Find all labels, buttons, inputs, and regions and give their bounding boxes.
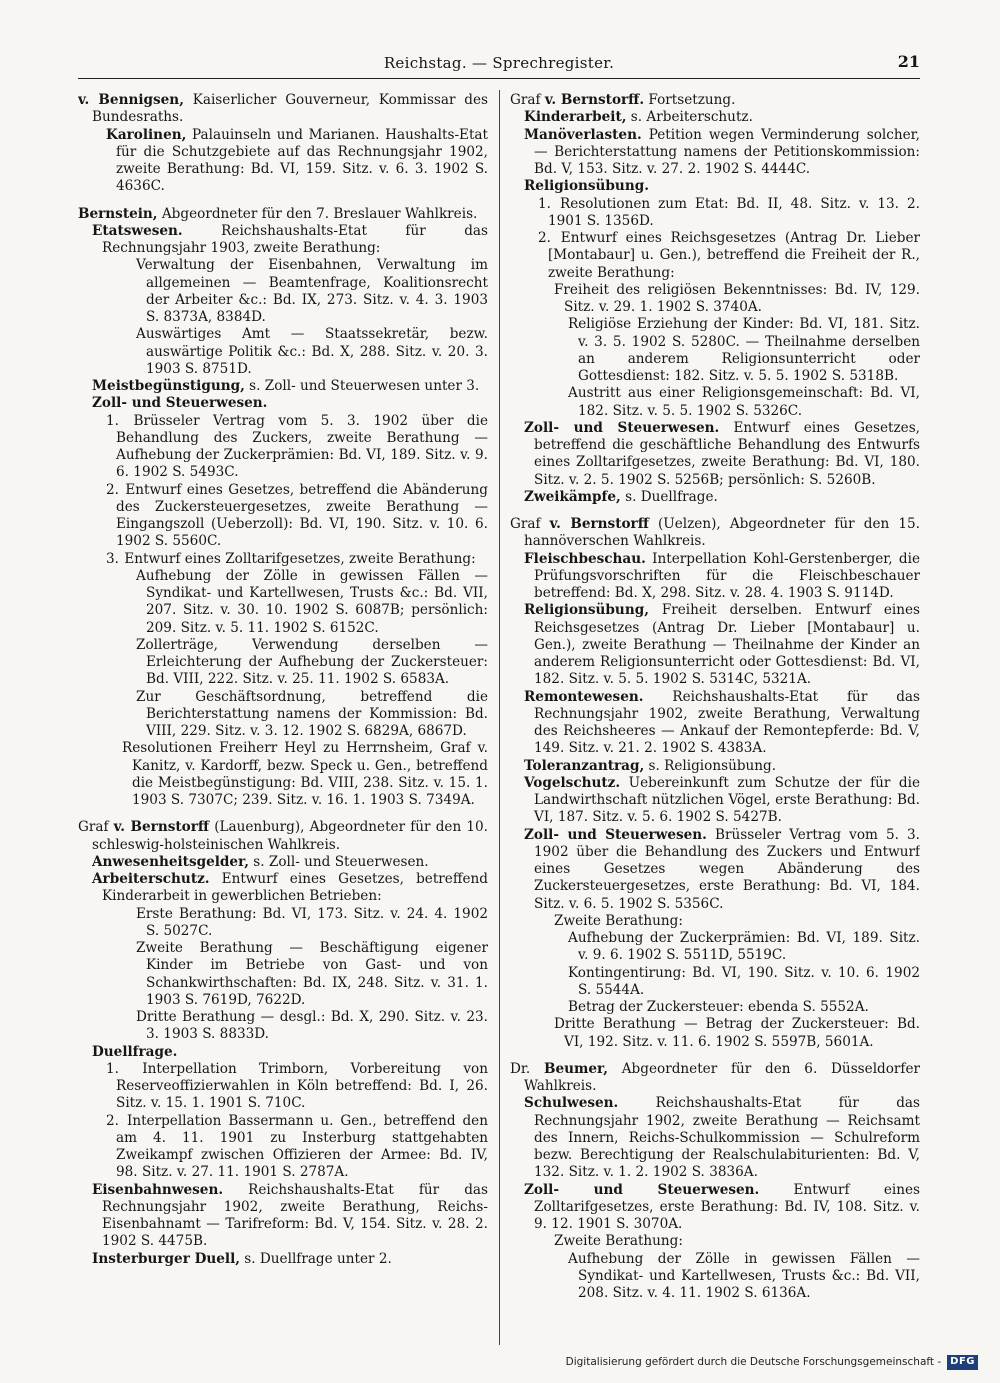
right-index-line: Zweite Berathung: xyxy=(554,1233,683,1250)
left-index-line: Karolinen, Palauinseln und Marianen. Haushalts-Etat für die Schutzgebiete auf das Rechnungsjahr 1902, zweite Berathung: Bd. VI, 159. Sitz. v. 6. 3. 1902 S. 4636C. xyxy=(106,126,488,195)
right-index-line: Zoll- und Steuerwesen. Entwurf eines Zolltarifgesetzes, erste Berathung: Bd. IV, 108. Sitz. v. 9. 12. 1901 S. 3070A. xyxy=(524,1181,920,1232)
page-number: 21 xyxy=(897,52,920,71)
right-index-line: Zoll- und Steuerwesen. Brüsseler Vertrag vom 5. 3. 1902 über die Behandlung des Zuckers und Entwurf eines Gesetzes wegen Abänderung des Zuckersteuergesetzes, erste Berathung: Bd. VI, 184. Sitz. v. 6. 5. 1902 S. 5356C. xyxy=(524,826,920,912)
right-index-line: Zweikämpfe, s. Duellfrage. xyxy=(524,488,718,505)
right-index-line: Schulwesen. Reichshaushalts-Etat für das Rechnungsjahr 1902, zweite Berathung — Reichsamt des Innern, Reichs-Schulkommission — Schulreform bezw. Berechtigung der Realschulabiturienten: Bd. V, 132. Sitz. v. 1. 2. 1902 S. 3836A. xyxy=(524,1095,920,1181)
right-index-line: Freiheit des religiösen Bekenntnisses: Bd. IV, 129. Sitz. v. 29. 1. 1902 S. 3740A. xyxy=(554,281,920,315)
right-index-line: Manöverlasten. Petition wegen Verminderung solcher, — Berichterstattung namens der Petitionskommission: Bd. V, 153. Sitz. v. 27. 2. 1902 S. 4444C. xyxy=(524,126,920,177)
right-index-line: Religionsübung. xyxy=(524,178,649,195)
left-index-line: v. Bennigsen, Kaiserlicher Gouverneur, Kommissar des Bundesraths. xyxy=(78,92,488,126)
left-index-line: Auswärtiges Amt — Staatssekretär, bezw. auswärtige Politik &c.: Bd. X, 288. Sitz. v. 20. 3. 1903 S. 8751D. xyxy=(136,326,488,377)
right-index-line: Fleischbeschau. Interpellation Kohl-Gerstenberger, die Prüfungsvorschriften für die Fleischbeschauer betreffend: Bd. X, 298. Sitz. v. 28. 4. 1903 S. 9114D. xyxy=(524,550,920,601)
page-header xyxy=(78,52,920,79)
right-column xyxy=(510,92,920,1347)
left-index-line: 2. Entwurf eines Gesetzes, betreffend die Abänderung des Zuckersteuergesetzes, zweite Berathung — Eingangszoll (Ueberzoll): Bd. VI, 190. Sitz. v. 10. 6. 1902 S. 5560C. xyxy=(106,481,488,550)
right-index-line: Zweite Berathung: xyxy=(554,912,683,929)
left-index-line: Zur Geschäftsordnung, betreffend die Berichterstattung namens der Kommission: Bd. VIII, 229. Sitz. v. 3. 12. 1902 S. 6829A, 6867D. xyxy=(136,688,488,739)
left-index-line: Etatswesen. Reichshaushalts-Etat für das Rechnungsjahr 1903, zweite Berathung: xyxy=(92,222,488,256)
left-index-line: Zoll- und Steuerwesen. xyxy=(92,395,268,412)
left-index-line: Duellfrage. xyxy=(92,1043,178,1060)
left-index-line: 2. Interpellation Bassermann u. Gen., betreffend den am 4. 11. 1901 zu Insterburg stattgehabten Zweikampf zwischen Offizieren der Armee: Bd. IV, 98. Sitz. v. 27. 11. 1901 S. 2787A. xyxy=(106,1112,488,1181)
right-index-line: Aufhebung der Zölle in gewissen Fällen — Syndikat- und Kartellwesen, Trusts &c.: Bd. VII, 208. Sitz. v. 4. 11. 1902 S. 6136A. xyxy=(568,1250,920,1301)
running-title: Reichstag. — Sprechregister. xyxy=(383,54,615,72)
left-index-line: Erste Berathung: Bd. VI, 173. Sitz. v. 24. 4. 1902 S. 5027C. xyxy=(136,905,488,939)
right-index-line: Zoll- und Steuerwesen. Entwurf eines Gesetzes, betreffend die geschäftliche Behandlung des Entwurfs eines Zolltarifgesetzes, zweite Berathung: Bd. VI, 180. Sitz. v. 2. 5. 1902 S. 5256B; persönlich: S. 5260B. xyxy=(524,419,920,488)
right-index-line: Betrag der Zuckersteuer: ebenda S. 5552A. xyxy=(568,999,869,1015)
right-index-line: 2. Entwurf eines Reichsgesetzes (Antrag Dr. Lieber [Montabaur] u. Gen.), betreffend die Freiheit der R., zweite Berathung: xyxy=(538,230,920,281)
right-index-line: Kinderarbeit, s. Arbeiterschutz. xyxy=(524,109,753,126)
right-index-line: 1. Resolutionen zum Etat: Bd. II, 48. Sitz. v. 13. 2. 1901 S. 1356D. xyxy=(538,195,920,229)
dfg-logo: DFG xyxy=(947,1355,978,1370)
right-index-line: Vogelschutz. Uebereinkunft zum Schutze der für die Landwirthschaft nützlichen Vögel, erste Berathung: Bd. VI, 187. Sitz. v. 5. 6. 1902 S. 5427B. xyxy=(524,774,920,826)
left-index-line: 1. Brüsseler Vertrag vom 5. 3. 1902 über die Behandlung des Zuckers, zweite Berathung — Aufhebung der Zuckerprämien: Bd. VI, 189. Sitz. v. 9. 6. 1902 S. 5493C. xyxy=(106,412,488,481)
left-index-line: Dritte Berathung — desgl.: Bd. X, 290. Sitz. v. 23. 3. 1903 S. 8833D. xyxy=(136,1009,488,1043)
right-index-line: Dr. Beumer, Abgeordneter für den 6. Düsseldorfer Wahlkreis. xyxy=(510,1060,920,1094)
left-index-line: Eisenbahnwesen. Reichshaushalts-Etat für das Rechnungsjahr 1902, zweite Berathung, Reichs-Eisenbahnamt — Tarifreform: Bd. V, 154. Sitz. v. 28. 2. 1902 S. 4475B. xyxy=(92,1181,488,1250)
left-index-line: Bernstein, Abgeordneter für den 7. Breslauer Wahlkreis. xyxy=(78,205,478,222)
right-index-line: Religionsübung, Freiheit derselben. Entwurf eines Reichsgesetzes (Antrag Dr. Lieber [Montabaur] u. Gen.), zweite Berathung — Theilnahme der Kinder an anderem Religionsunterricht oder Gottesdienst: Bd. VI, 182. Sitz. v. 5. 5. 1902 S. 5314C, 5321A. xyxy=(524,602,920,688)
left-index-line: 1. Interpellation Trimborn, Vorbereitung von Reserveoffizierwahlen in Köln betreffend: Bd. I, 26. Sitz. v. 15. 1. 1901 S. 710C. xyxy=(106,1060,488,1112)
left-index-line: Meistbegünstigung, s. Zoll- und Steuerwesen unter 3. xyxy=(92,378,480,394)
left-index-line: Arbeiterschutz. Entwurf eines Gesetzes, betreffend Kinderarbeit in gewerblichen Betrieben: xyxy=(92,871,488,905)
left-index-line: Verwaltung der Eisenbahnen, Verwaltung im allgemeinen — Beamtenfrage, Koalitionsrecht der Arbeiter &c.: Bd. IX, 273. Sitz. v. 4. 3. 1903 S. 8373A, 8384D. xyxy=(136,257,488,325)
left-index-line: Aufhebung der Zölle in gewissen Fällen — Syndikat- und Kartellwesen, Trusts &c.: Bd. VII, 207. Sitz. v. 30. 10. 1902 S. 6087B; persönlich: 209. Sitz. v. 5. 11. 1902 S. 6152C. xyxy=(136,567,488,636)
right-index-line: Aufhebung der Zuckerprämien: Bd. VI, 189. Sitz. v. 9. 6. 1902 S. 5511D, 5519C. xyxy=(568,930,920,964)
right-index-line: Austritt aus einer Religionsgemeinschaft: Bd. VI, 182. Sitz. v. 5. 5. 1902 S. 5326C. xyxy=(568,385,920,419)
right-index-line: Dritte Berathung — Betrag der Zuckersteuer: Bd. VI, 192. Sitz. v. 11. 6. 1902 S. 5597B, 5601A. xyxy=(554,1016,920,1050)
right-index-line: Remontewesen. Reichshaushalts-Etat für das Rechnungsjahr 1902, zweite Berathung, Verwaltung des Reichsheeres — Ankauf der Remontepferde: Bd. V, 149. Sitz. v. 21. 2. 1902 S. 4383A. xyxy=(524,688,920,757)
left-index-line: Resolutionen Freiherr Heyl zu Herrnsheim, Graf v. Kanitz, v. Kardorff, bezw. Speck u. Gen., betreffend die Meistbegünstigung: Bd. VIII, 238. Sitz. v. 15. 1. 1903 S. 7307C; 239. Sitz. v. 16. 1. 1903 S. 7349A. xyxy=(122,740,488,808)
left-index-line: Zweite Berathung — Beschäftigung eigener Kinder im Betriebe von Gast- und von Schankwirthschaften: Bd. IX, 248. Sitz. v. 31. 1. 1903 S. 7619D, 7622D. xyxy=(136,940,488,1008)
left-index-line: Zollerträge, Verwendung derselben — Erleichterung der Aufhebung der Zuckersteuer: Bd. VIII, 222. Sitz. v. 25. 11. 1902 S. 6583A. xyxy=(136,636,488,688)
right-index-line: Toleranzantrag, s. Religionsübung. xyxy=(524,757,777,774)
left-index-line: Insterburger Duell, s. Duellfrage unter 2. xyxy=(92,1250,392,1267)
column-divider xyxy=(499,90,500,1345)
footer-credit: Digitalisierung gefördert durch die Deutsche Forschungsgemeinschaft - xyxy=(565,1355,942,1368)
left-index-line: Anwesenheitsgelder, s. Zoll- und Steuerwesen. xyxy=(92,853,429,870)
left-index-line: 3. Entwurf eines Zolltarifgesetzes, zweite Berathung: xyxy=(106,550,476,567)
right-index-line: Religiöse Erziehung der Kinder: Bd. VI, 181. Sitz. v. 3. 5. 1902 S. 5280C. — Theilnahme derselben an anderem Religionsunterricht oder Gottesdienst: 182. Sitz. v. 5. 5. 1902 S. 5318B. xyxy=(568,316,920,384)
right-index-line: Kontingentirung: Bd. VI, 190. Sitz. v. 10. 6. 1902 S. 5544A. xyxy=(568,964,920,998)
left-index-line: Graf v. Bernstorff (Lauenburg), Abgeordneter für den 10. schleswig-holsteinischen Wahlkreis. xyxy=(78,819,488,853)
left-column xyxy=(78,92,488,1347)
right-index-line: Graf v. Bernstorff (Uelzen), Abgeordneter für den 15. hannöverschen Wahlkreis. xyxy=(510,516,920,550)
footer xyxy=(566,1355,978,1370)
right-index-line: Graf v. Bernstorff. Fortsetzung. xyxy=(510,92,736,108)
